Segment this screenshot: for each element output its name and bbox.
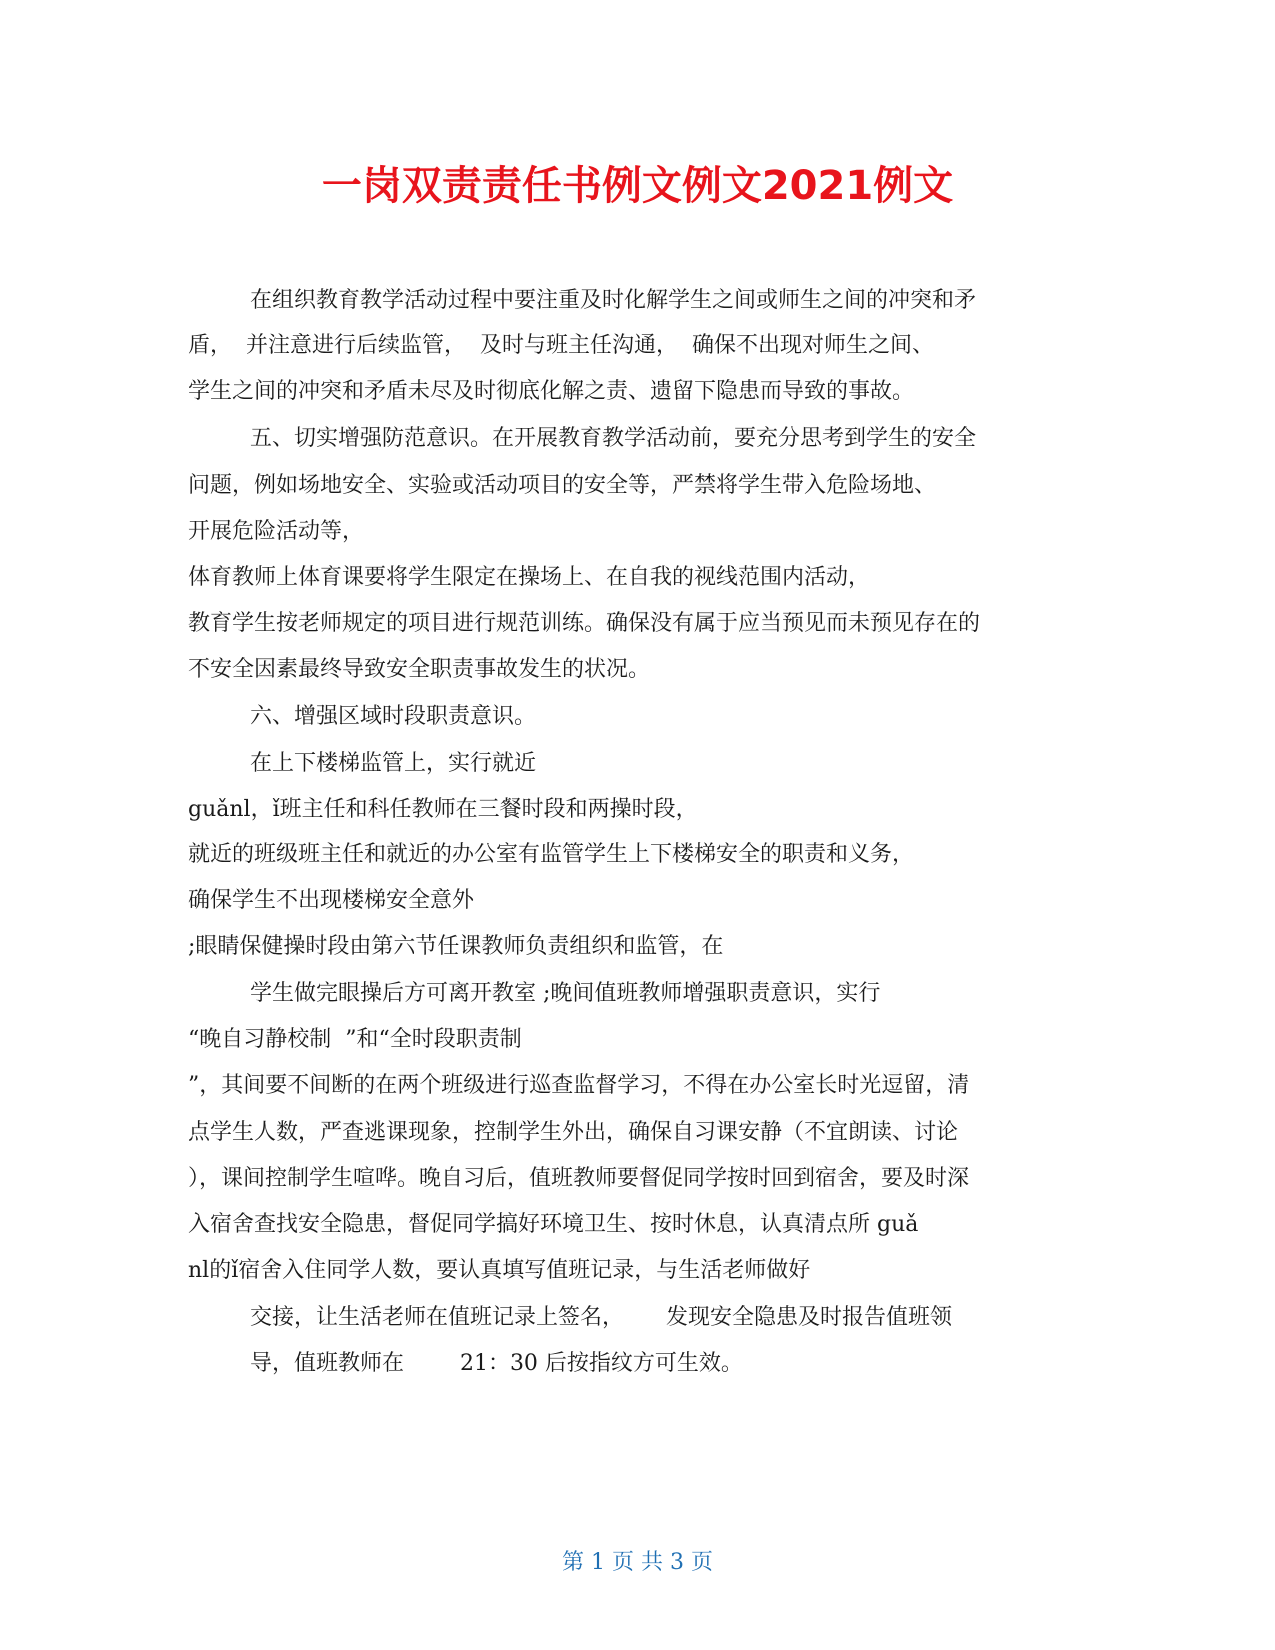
paragraph-line: ”，其间要不间断的在两个班级进行巡查监督学习，不得在办公室长时光逗留，清 (188, 1073, 970, 1098)
paragraph-line: 交接，让生活老师在值班记录上签名， 发现安全隐患及时报告值班领 (250, 1305, 952, 1330)
paragraph-line: 入宿舍查找安全隐患，督促同学搞好环境卫生、按时休息，认真清点所 guǎ (188, 1212, 919, 1237)
paragraph-line: 教育学生按老师规定的项目进行规范训练。确保没有属于应当预见而未预见存在的 (188, 611, 981, 636)
paragraph-line: 就近的班级班主任和就近的办公室有监管学生上下楼梯安全的职责和义务， (188, 842, 915, 867)
paragraph-line: 开展危险活动等， (188, 519, 365, 544)
page-number-footer: 第 1 页 共 3 页 (562, 1550, 713, 1575)
paragraph-line: 在组织教育教学活动过程中要注重及时化解学生之间或师生之间的冲突和矛 (250, 288, 977, 313)
paragraph-line: 盾， 并注意进行后续监管， 及时与班主任沟通， 确保不出现对师生之间、 (188, 333, 934, 358)
paragraph-line: 学生做完眼操后方可离开教室 ;晚间值班教师增强职责意识，实行 (250, 981, 881, 1006)
paragraph-line: 学生之间的冲突和矛盾未尽及时彻底化解之责、遗留下隐患而导致的事故。 (188, 379, 915, 404)
paragraph-line: nl的ǐ宿舍入住同学人数，要认真填写值班记录，与生活老师做好 (188, 1258, 811, 1283)
document-title: 一岗双责责任书例文例文2021例文 (321, 163, 954, 209)
paragraph-line: 确保学生不出现楼梯安全意外 (188, 888, 475, 913)
paragraph-line: ），课间控制学生喧哗。晚自习后，值班教师要督促同学按时回到宿舍，要及时深 (188, 1166, 970, 1191)
paragraph-line: 体育教师上体育课要将学生限定在操场上、在自我的视线范围内活动， (188, 565, 871, 590)
paragraph-line: 五、切实增强防范意识。在开展教育教学活动前，要充分思考到学生的安全 (250, 426, 977, 451)
paragraph-line: 六、增强区域时段职责意识。 (250, 704, 537, 729)
paragraph-line: 不安全因素最终导致安全职责事故发生的状况。 (188, 657, 651, 682)
paragraph-line: 在上下楼梯监管上，实行就近 (250, 751, 537, 776)
paragraph-line: guǎnl，ǐ班主任和科任教师在三餐时段和两操时段， (188, 797, 698, 822)
paragraph-line: 导，值班教师在 21：30 后按指纹方可生效。 (250, 1351, 743, 1376)
paragraph-line: “晚自习静校制 ”和“全时段职责制 (188, 1027, 522, 1052)
paragraph-line: 问题，例如场地安全、实验或活动项目的安全等，严禁将学生带入危险场地、 (188, 473, 937, 498)
paragraph-line: 点学生人数，严查逃课现象，控制学生外出，确保自习课安静（不宜朗读、讨论 (188, 1120, 959, 1145)
paragraph-line: ;眼睛保健操时段由第六节任课教师负责组织和监管，在 (188, 934, 724, 959)
